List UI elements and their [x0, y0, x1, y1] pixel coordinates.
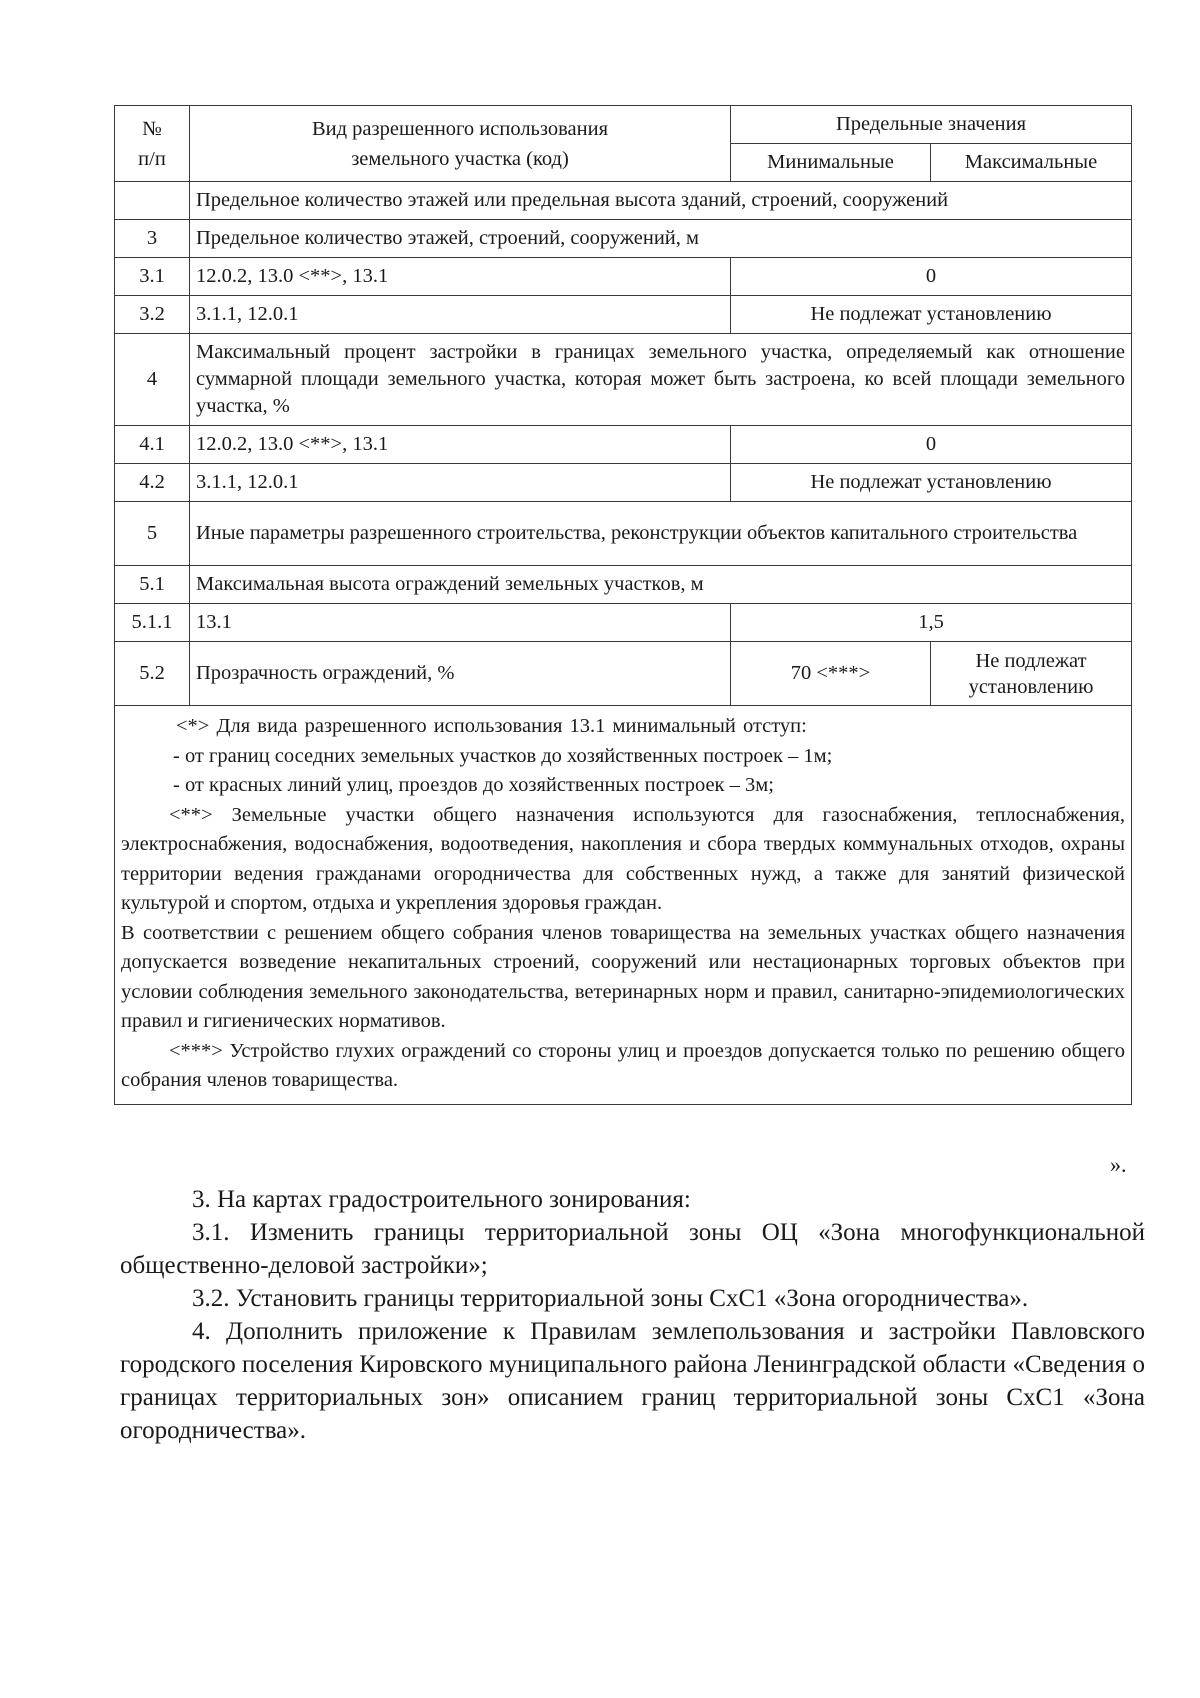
row-value: 0: [731, 426, 1132, 464]
table-row: [115, 296, 1132, 334]
row-num: 5.2: [115, 642, 190, 706]
header-min: Минимальные: [731, 144, 931, 182]
row-num: 3.2: [115, 296, 190, 334]
table-row: [115, 642, 1132, 706]
row-text: 12.0.2, 13.0 <**>, 13.1: [190, 426, 731, 464]
body-text: [120, 1183, 1145, 1447]
row-num: 4.2: [115, 464, 190, 502]
row-text: Максимальный процент застройки в границах земельного участка, определяемый как отношение суммарной площади земельного участка, которая может быть застроена, ко всей площади земельного участка, %: [190, 334, 1132, 426]
table-row: [115, 182, 1132, 220]
row-num: 5.1.1: [115, 604, 190, 642]
note-4: <**> Земельные участки общего назначения используются для газоснабжения, теплоснабжения, электроснабжения, водоснабжения, водоотведения, накопления и сбора твердых коммунальных отходов, охраны территории ведения гражданами огородничества для собственных нужд, а также для занятий физической культурой и спортом, отдыха и укрепления здоровья граждан.: [121, 803, 1125, 914]
row-text: 3.1.1, 12.0.1: [190, 464, 731, 502]
note-5: В соответствии с решением общего собрания членов товарищества на земельных участках общего назначения допускается возведение некапитальных строений, сооружений или нестационарных торговых объектов при условии соблюдения земельного законодательства, ветеринарных норм и правил, санитарно-эпидемиологических правил и гигиенических нормативов.: [121, 921, 1125, 1032]
row-text: Иные параметры разрешенного строительства, реконструкции объектов капитального строительства: [190, 502, 1132, 566]
row-text: Прозрачность ограждений, %: [190, 642, 731, 706]
row-text: Предельное количество этажей или предельная высота зданий, строений, сооружений: [190, 182, 1132, 220]
note-6: <***> Устройство глухих ограждений со стороны улиц и проездов допускается только по решению общего собрания членов товарищества.: [121, 1039, 1125, 1091]
table-row: [115, 334, 1132, 426]
row-num: 4.1: [115, 426, 190, 464]
paragraph: 3. На картах градостроительного зонирования:: [192, 1186, 691, 1213]
table-row: [115, 464, 1132, 502]
table-row: [115, 258, 1132, 296]
row-value: Не подлежат установлению: [731, 464, 1132, 502]
table-row: [115, 502, 1132, 566]
note-2: - от границ соседних земельных участков до хозяйственных построек – 1м;: [173, 744, 833, 767]
row-text: 3.1.1, 12.0.1: [190, 296, 731, 334]
row-num: 4: [115, 334, 190, 426]
row-value: 0: [731, 258, 1132, 296]
header-max: Максимальные: [931, 144, 1132, 182]
row-num: 3.1: [115, 258, 190, 296]
header-kind: Вид разрешенного использования земельного участка (код): [190, 106, 731, 182]
row-text: 12.0.2, 13.0 <**>, 13.1: [190, 258, 731, 296]
row-text: Максимальная высота ограждений земельных участков, м: [190, 566, 1132, 604]
row-value: Не подлежат установлению: [731, 296, 1132, 334]
row-value: 1,5: [731, 604, 1132, 642]
note-1: <*> Для вида разрешенного использования 13.1 минимальный отступ:: [176, 715, 807, 737]
table-row: [115, 220, 1132, 258]
row-text: Предельное количество этажей, строений, сооружений, м: [190, 220, 1132, 258]
row-num: 3: [115, 220, 190, 258]
paragraph: 4. Дополнить приложение к Правилам землепользования и застройки Павловского городского поселения Кировского муниципального района Ленинградской области «Сведения о границах территориальных зон» описанием границ территориальной зоны СхС1 «Зона огородничества».: [120, 1318, 1145, 1444]
paragraph: 3.1. Изменить границы территориальной зоны ОЦ «Зона многофункциональной общественно-деловой застройки»;: [120, 1219, 1145, 1279]
zoning-parameters-table: [114, 105, 1132, 1105]
paragraph: 3.2. Установить границы территориальной зоны СхС1 «Зона огородничества».: [192, 1285, 1029, 1312]
row-num: 5: [115, 502, 190, 566]
header-limits: Предельные значения: [731, 106, 1132, 144]
table-row: [115, 426, 1132, 464]
table-row: [115, 604, 1132, 642]
table-notes: [115, 706, 1132, 1105]
row-max: Не подлежат установлению: [931, 642, 1132, 706]
row-num: 5.1: [115, 566, 190, 604]
row-min: 70 <***>: [731, 642, 931, 706]
closing-quote: ».: [1110, 1152, 1127, 1177]
note-3: - от красных линий улиц, проездов до хозяйственных построек – 3м;: [173, 774, 774, 796]
header-num: № п/п: [115, 106, 190, 182]
row-num: [115, 182, 190, 220]
row-text: 13.1: [190, 604, 731, 642]
table-row: [115, 566, 1132, 604]
